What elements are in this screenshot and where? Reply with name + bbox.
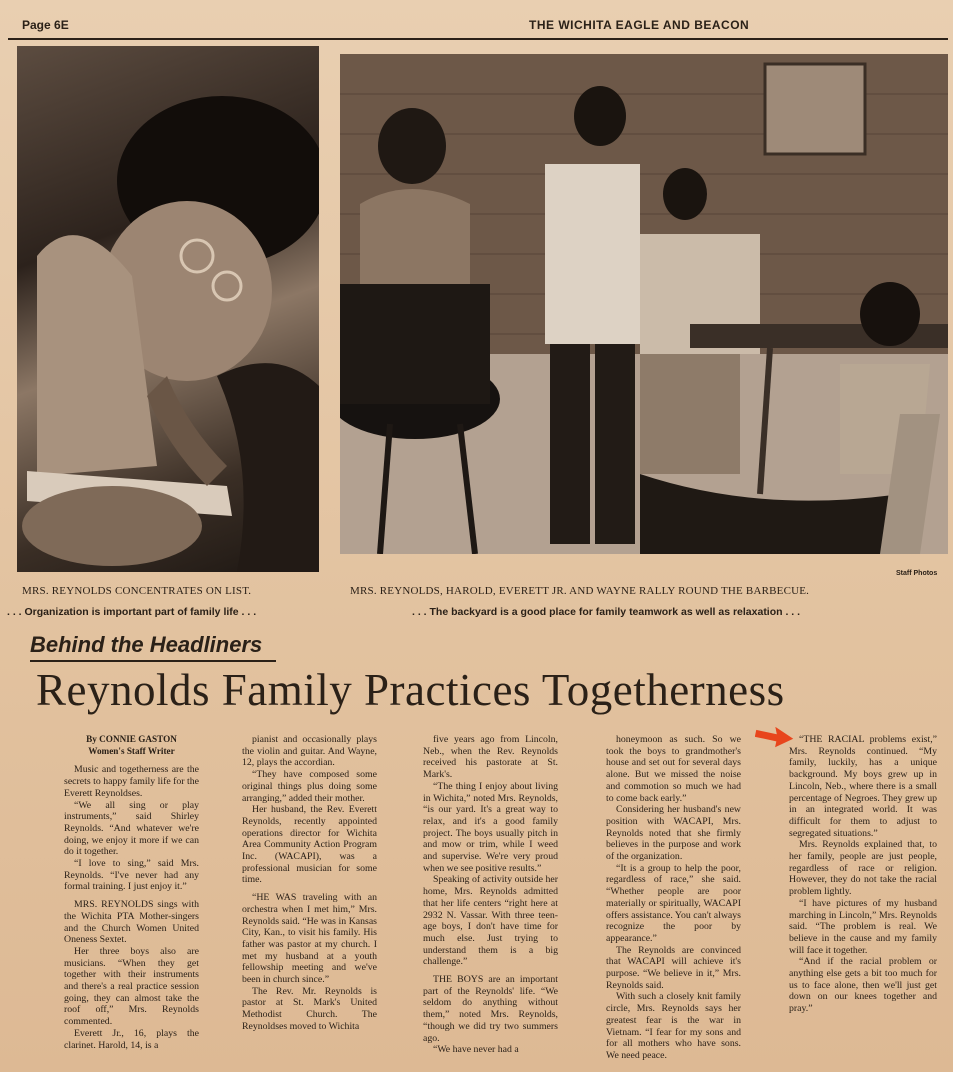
- kicker-underline: [30, 660, 276, 662]
- article-column-1: [64, 734, 199, 1051]
- page-number: Page 6E: [22, 18, 69, 32]
- paragraph: “It is a group to help the poor, regardless of race,” she said. “Whether people are poor materially or spiritually, WACAPI offers assistance. You can't always recognize the poor by appearance.”: [606, 862, 741, 944]
- paragraph: “We have never had a: [433, 1044, 519, 1056]
- kicker-heading: Behind the Headliners: [30, 632, 263, 657]
- paragraph: Her three boys also are musicians. “When they get together with their instruments and there's a real practice session going, they can almost take the roof off,” Mrs. Reynolds commented.: [64, 945, 199, 1028]
- article-column-4: [606, 734, 741, 1062]
- paragraph: With such a closely knit family circle, Mrs. Reynolds says her greatest fear is the war in Vietnam. “I fear for my sons and for all mothers who have sons. We need peace.: [606, 991, 741, 1061]
- paragraph: Considering her husband's new position with WACAPI, Mrs. Reynolds noted that she firmly believes in the purpose and work of the organization.: [606, 804, 741, 863]
- right-photo-caption: MRS. REYNOLDS, HAROLD, EVERETT JR. AND WAYNE RALLY ROUND THE BARBECUE.: [350, 585, 810, 597]
- byline-name: By CONNIE GASTON: [86, 734, 177, 744]
- paragraph: Everett Jr., 16, plays the clarinet. Harold, 14, is a: [64, 1027, 199, 1051]
- left-photo-caption: MRS. REYNOLDS CONCENTRATES ON LIST.: [22, 585, 252, 597]
- paragraph: Her husband, the Rev. Everett Reynolds, recently appointed operations director for Wichita Area Community Action Program Inc. (WACAPI), was a professional musician for some time.: [242, 804, 377, 886]
- paragraph: “They have composed some original things plus doing some arranging,” added their mother.: [242, 769, 377, 804]
- paragraph: “The thing I enjoy about living in Wichita,” noted Mrs. Reynolds, “is our yard. It's a great way to relax, and it's a good family project. The boys usually pitch in and mow or trim, while I weed and supervise. We're very proud when we see positive results.”: [423, 780, 558, 874]
- paragraph: Mrs. Reynolds explained that, to her family, people are just people, regardless of race or religion. However, they do not take the racial problem lightly.: [789, 839, 937, 898]
- paragraph: honeymoon as such. So we took the boys to grandmother's house and set out for several days alone. But we missed the noise and commotion so much we had to come back early.”: [606, 734, 741, 804]
- newspaper-name: THE WICHITA EAGLE AND BEACON: [529, 18, 750, 32]
- paragraph: Music and togetherness are the secrets to happy family life for the Everett Reynoldses.: [64, 764, 199, 799]
- left-photo-subcaption: . . . Organization is important part of family life . . .: [7, 606, 257, 618]
- paragraph: “I love to sing,” said Mrs. Reynolds. “I've never had any formal training. I just enjoy it.”: [64, 858, 199, 893]
- article-column-2: [242, 734, 377, 1033]
- paragraph: “THE RACIAL problems exist,” Mrs. Reynolds continued. “My family, luckily, has a unique background. My boys grew up in Lincoln, Neb., where there is a small percentage of Negroes. They grew up in an integrated world. It was difficult for them to adjust to segregated situations.”: [789, 734, 937, 839]
- masthead-rule: [8, 38, 948, 40]
- paragraph: THE BOYS are an important part of the Reynolds' life. “We seldom do anything without them,” noted Mrs. Reynolds, “though we did try two summers ago.: [423, 974, 558, 1044]
- paragraph: Speaking of activity outside her home, Mrs. Reynolds admitted that her life centers “right here at 2932 N. Vassar. With three teen-age boys, I don't have time for much else. Just trying to understand them is a big challenge.”: [423, 874, 558, 968]
- paragraph: The Reynolds are convinced that WACAPI will achieve it's purpose. “We believe in it,” Mrs. Reynolds said.: [606, 944, 741, 991]
- photo-mrs-reynolds-illustration: [17, 46, 319, 572]
- right-photo-subcaption: . . . The backyard is a good place for family teamwork as well as relaxation . . .: [412, 606, 801, 618]
- byline-title: Women's Staff Writer: [88, 745, 175, 756]
- paragraph: The Rev. Mr. Reynolds is pastor at St. Mark's United Methodist Church. The Reynoldses moved to Wichita: [242, 985, 377, 1032]
- article-column-3: [423, 734, 558, 1056]
- paragraph: “And if the racial problem or anything else gets a bit too much for us to face alone, then we'll just get down on our knees together and pray.”: [789, 956, 937, 1015]
- paragraph: “HE WAS traveling with an orchestra when I met him,” Mrs. Reynolds said. “He was in Kansas City, Kan., to visit his family. His father was pastor at my church. I met my husband at a youth fellowship meeting and we've been in church since.”: [242, 892, 377, 986]
- red-arrow-icon: [755, 727, 795, 749]
- masthead: [22, 12, 927, 38]
- photo-barbecue-family: [340, 54, 948, 554]
- paragraph: five years ago from Lincoln, Neb., when the Rev. Reynolds received his pastorate at St. Mark's.: [423, 734, 558, 781]
- article-headline: Reynolds Family Practices Togetherness: [36, 665, 785, 715]
- paragraph: pianist and occasionally plays the violin and guitar. And Wayne, 12, plays the accordian.: [242, 734, 377, 769]
- paragraph: MRS. REYNOLDS sings with the Wichita PTA Mother-singers and the Church Women United Oneness Sextet.: [64, 899, 199, 946]
- photo-credit: Staff Photos: [896, 570, 938, 577]
- photo-barbecue-illustration: [340, 54, 948, 554]
- paragraph: “We all sing or play instruments,” said Shirley Reynolds. “And whatever we're doing, we enjoy it more if we can do it together.: [64, 799, 199, 858]
- article-column-5: [789, 734, 937, 1015]
- photo-mrs-reynolds: [17, 46, 319, 572]
- paragraph: “I have pictures of my husband marching in Lincoln,” Mrs. Reynolds said. “The problem is real. We believe in the cause and my family will face it together.: [789, 897, 937, 956]
